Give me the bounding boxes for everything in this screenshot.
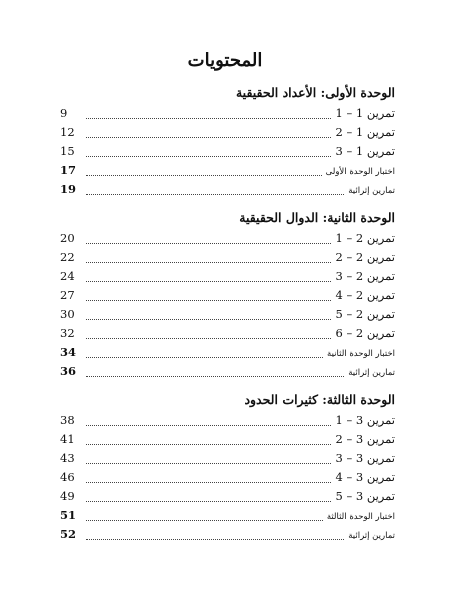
toc-entry[interactable] [60,506,395,525]
entry-page-number: 17 [60,163,77,177]
dot-leader [86,261,331,263]
toc-entry[interactable] [60,142,395,161]
entry-label: تمرين 1 – 1 [335,106,395,120]
entry-page-number: 38 [60,413,75,427]
entry-label: تمارين إثرائية [348,368,395,378]
dot-leader [86,424,331,426]
entry-label: تمارين إثرائية [348,531,395,541]
entry-page-number: 41 [60,432,75,446]
toc-entry[interactable] [60,468,395,487]
dot-leader [86,318,331,320]
dot-leader [86,117,331,119]
entry-label: تمرين 2 – 5 [335,307,395,321]
toc-entry[interactable] [60,343,395,362]
entry-page-number: 51 [60,508,77,522]
page-title: المحتويات [187,50,263,71]
section-heading: الوحدة الثانية: الدوال الحقيقية [239,210,395,225]
dot-leader [86,280,331,282]
entry-page-number: 9 [60,106,68,120]
dot-leader [86,443,331,445]
toc-entry[interactable] [60,525,395,544]
toc-entry[interactable] [60,123,395,142]
toc-entry[interactable] [60,411,395,430]
entry-page-number: 24 [60,269,75,283]
toc-entry[interactable] [60,430,395,449]
dot-leader [86,299,331,301]
section-heading: الوحدة الأولى: الأعداد الحقيقية [235,85,395,100]
entry-label: تمرين 1 – 3 [335,144,395,158]
entry-label: تمرين 2 – 2 [335,250,395,264]
toc-entry[interactable] [60,449,395,468]
entry-label: تمارين إثرائية [348,186,395,196]
toc-entry[interactable] [60,324,395,343]
toc-entry[interactable] [60,286,395,305]
dot-leader [86,538,344,540]
entry-label: تمرين 2 – 6 [335,326,395,340]
entry-label: تمرين 3 – 3 [335,451,395,465]
entry-page-number: 52 [60,527,77,541]
toc-entry[interactable] [60,161,395,180]
entry-label: تمرين 3 – 4 [335,470,395,484]
entry-label: تمرين 1 – 2 [335,125,395,139]
dot-leader [86,136,331,138]
toc-entry[interactable] [60,229,395,248]
entry-page-number: 36 [60,364,77,378]
toc-entry[interactable] [60,248,395,267]
toc-section [60,82,395,199]
dot-leader [86,337,331,339]
toc-entry[interactable] [60,104,395,123]
entry-label: تمرين 2 – 1 [335,231,395,245]
dot-leader [86,375,344,377]
entry-page-number: 15 [60,144,75,158]
toc-entry[interactable] [60,305,395,324]
entry-page-number: 19 [60,182,77,196]
entry-label: تمرين 2 – 3 [335,269,395,283]
entry-page-number: 12 [60,125,75,139]
entry-page-number: 20 [60,231,75,245]
entry-label: اختبار الوحدة الثالثة [326,512,395,522]
dot-leader [86,356,323,358]
table-of-contents [60,82,395,552]
toc-entry[interactable] [60,267,395,286]
toc-section [60,389,395,544]
dot-leader [86,462,331,464]
toc-entry[interactable] [60,487,395,506]
entry-label: تمرين 2 – 4 [335,288,395,302]
entry-label: تمرين 3 – 5 [335,489,395,503]
entry-label: تمرين 3 – 2 [335,432,395,446]
dot-leader [86,155,331,157]
entry-page-number: 32 [60,326,75,340]
entry-page-number: 22 [60,250,75,264]
dot-leader [86,193,344,195]
toc-entry[interactable] [60,180,395,199]
entry-page-number: 27 [60,288,75,302]
entry-page-number: 30 [60,307,75,321]
entry-label: اختبار الوحدة الثانية [327,349,395,359]
dot-leader [86,519,323,521]
entry-label: اختبار الوحدة الأولى [325,167,395,177]
toc-entry[interactable] [60,362,395,381]
section-heading: الوحدة الثالثة: كثيرات الحدود [244,392,395,407]
dot-leader [86,242,331,244]
dot-leader [86,500,331,502]
entry-page-number: 43 [60,451,75,465]
toc-section [60,207,395,381]
dot-leader [86,481,331,483]
entry-page-number: 46 [60,470,75,484]
entry-label: تمرين 3 – 1 [335,413,395,427]
dot-leader [86,174,322,176]
entry-page-number: 34 [60,345,77,359]
entry-page-number: 49 [60,489,75,503]
